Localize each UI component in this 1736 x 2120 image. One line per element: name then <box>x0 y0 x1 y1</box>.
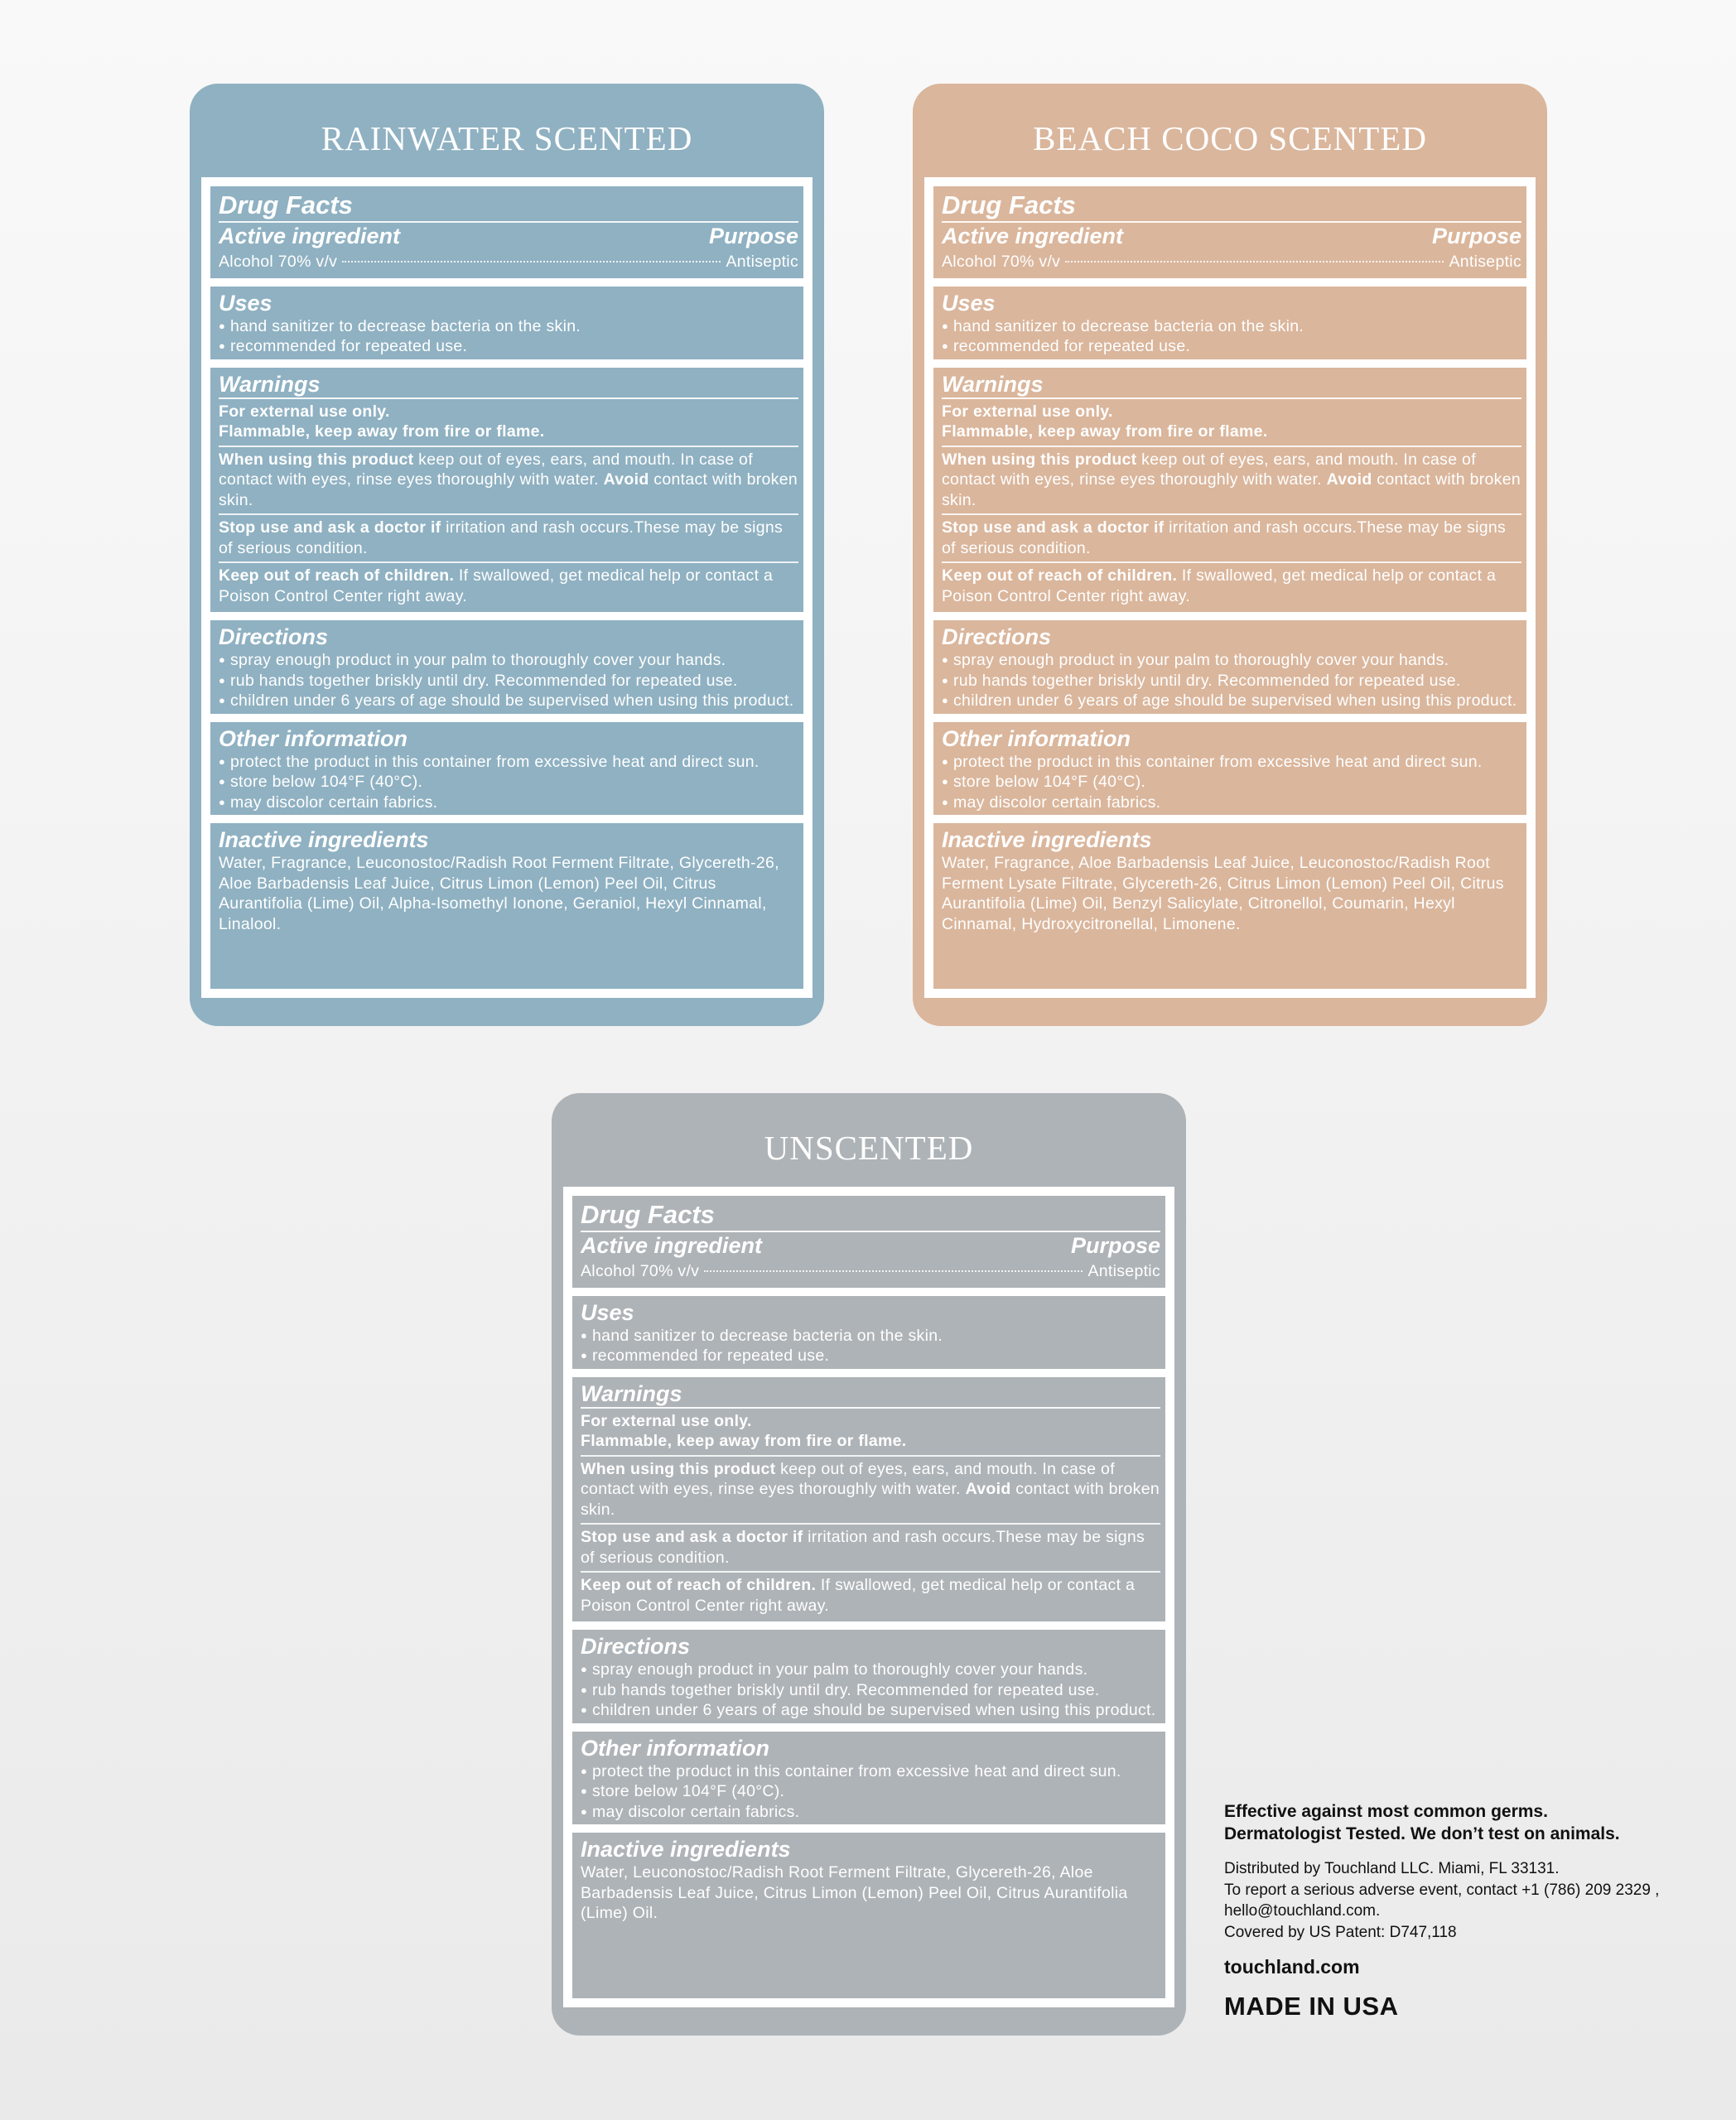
bullet-icon: ● <box>219 694 226 706</box>
list-item-text: spray enough product in your palm to thoroughly cover your hands. <box>592 1660 1088 1679</box>
warning-children-text: If swallowed, get medical help or contact a Poison Control Center right away. <box>581 1576 1136 1615</box>
made-in-usa: MADE IN USA <box>1224 1992 1399 2021</box>
active-ingredient-header <box>581 1232 1160 1259</box>
warning-children-text: If swallowed, get medical help or contact a Poison Control Center right away. <box>942 566 1497 605</box>
directions-list <box>942 650 1521 711</box>
warning-avoid-lead: Avoid <box>965 1480 1011 1498</box>
list-item-text: may discolor certain fabrics. <box>592 1802 800 1821</box>
warning-children-lead: Keep out of reach of children. <box>581 1576 817 1594</box>
list-item <box>219 336 798 357</box>
list-item <box>942 650 1521 671</box>
uses-list <box>219 316 798 357</box>
bullet-icon: ● <box>219 754 226 768</box>
warning-children <box>942 561 1521 610</box>
warning-external <box>219 399 798 446</box>
list-item-text: store below 104°F (40°C). <box>230 773 423 791</box>
drug-facts-heading: Drug Facts <box>581 1200 715 1229</box>
list-item-text: protect the product in this container from excessive heat and direct sun. <box>953 752 1483 771</box>
bullet-icon: ● <box>942 694 949 706</box>
warning-stop-use-lead: Stop use and ask a doctor if <box>942 518 1165 537</box>
list-item-text: store below 104°F (40°C). <box>953 773 1146 791</box>
distributor-text: Distributed by Touchland LLC. Miami, FL 33131. <box>1224 1860 1560 1877</box>
bullet-icon: ● <box>581 1663 588 1675</box>
warning-stop-use-text: irritation and rash occurs.These may be signs of serious condition. <box>581 1528 1145 1567</box>
list-item <box>219 752 798 773</box>
inactive-ingredients-text: Water, Leuconostoc/Radish Root Ferment Filtrate, Glycereth-26, Aloe Barbadensis Leaf Juice, Citrus Limon (Lemon) Peel Oil, Citrus Aurantifolia (Lime) Oil. <box>581 1863 1128 1922</box>
list-item-text: recommended for repeated use. <box>953 337 1191 355</box>
warning-external <box>942 399 1521 446</box>
inactive-ingredients-text: Water, Fragrance, Aloe Barbadensis Leaf Juice, Leuconostoc/Radish Root Ferment Lysate Filtrate, Glycereth-26, Citrus Limon (Lemon) Peel Oil, Citrus Aurantifolia (Lime) Oil, Benzyl Salicylate, Citronellol, Coumarin, Hexyl Cinnamal, Hydroxycitronellal, Limonene. <box>942 854 1504 933</box>
bullet-icon: ● <box>942 795 949 808</box>
inactive-ingredients-text: Water, Fragrance, Leuconostoc/Radish Root Ferment Filtrate, Glycereth-26, Aloe Barbadensis Leaf Juice, Citrus Limon (Lemon) Peel Oil, Citrus Aurantifolia (Lime) Oil, Alpha-Isomethyl Ionone, Geraniol, Hexyl Cinnamal, Linalool. <box>219 854 779 933</box>
bullet-icon: ● <box>942 319 949 332</box>
warning-flammable-text: Flammable, keep away from fire or flame. <box>581 1432 907 1450</box>
uses-section <box>210 287 803 359</box>
warnings-section <box>210 368 803 613</box>
uses-heading: Uses <box>942 290 996 316</box>
list-item <box>581 1660 1160 1680</box>
dot-leader <box>342 261 721 263</box>
directions-section <box>210 620 803 714</box>
bullet-icon: ● <box>219 673 226 687</box>
list-item <box>942 671 1521 691</box>
other-information-list <box>219 752 798 813</box>
active-ingredient-row <box>581 1259 1160 1285</box>
warning-flammable-text: Flammable, keep away from fire or flame. <box>942 422 1268 441</box>
list-item <box>581 1326 1160 1347</box>
purpose-value: Antiseptic <box>726 253 798 271</box>
other-information-section <box>210 722 803 816</box>
bullet-icon: ● <box>219 340 226 352</box>
bullet-icon: ● <box>581 1804 588 1818</box>
warning-stop-use-text: irritation and rash occurs.These may be signs of serious condition. <box>942 518 1507 557</box>
warning-when-using-lead: When using this product <box>942 450 1137 469</box>
warnings-section <box>572 1377 1165 1622</box>
list-item-text: hand sanitizer to decrease bacteria on the skin. <box>953 316 1304 335</box>
drug-facts-section <box>210 186 803 278</box>
warnings-heading: Warnings <box>581 1380 682 1406</box>
inactive-ingredients-section <box>572 1833 1165 1998</box>
list-item-text: spray enough product in your palm to thoroughly cover your hands. <box>953 651 1449 669</box>
drug-facts-heading: Drug Facts <box>942 190 1076 219</box>
warnings-section <box>933 368 1526 613</box>
warning-external-text: For external use only. <box>219 402 390 421</box>
claim-germs: Effective against most common germs. <box>1224 1802 1548 1821</box>
warnings-heading: Warnings <box>942 371 1044 397</box>
purpose-heading: Purpose <box>1070 1233 1160 1258</box>
bullet-icon: ● <box>219 653 226 666</box>
list-item-text: rub hands together briskly until dry. Recommended for repeated use. <box>230 671 738 690</box>
list-item <box>942 316 1521 337</box>
active-ingredient-row <box>942 249 1521 276</box>
warning-children-text: If swallowed, get medical help or contact a Poison Control Center right away. <box>219 566 774 605</box>
inactive-ingredients-section <box>210 823 803 989</box>
list-item <box>219 691 798 711</box>
directions-section <box>572 1630 1165 1723</box>
label-card-beach-coco <box>913 84 1547 1026</box>
drug-facts-panel <box>563 1187 1174 2007</box>
other-information-section <box>572 1732 1165 1825</box>
warning-when-using <box>219 446 798 514</box>
bullet-icon: ● <box>581 1328 588 1342</box>
uses-list <box>942 316 1521 357</box>
active-ingredient-value: Alcohol 70% v/v <box>942 253 1061 271</box>
list-item <box>219 793 798 813</box>
active-ingredient-heading: Active ingredient <box>219 224 401 248</box>
label-title: RAINWATER SCENTED <box>321 119 693 157</box>
list-item <box>581 1761 1160 1782</box>
list-item <box>219 671 798 691</box>
inactive-ingredients-heading: Inactive ingredients <box>219 827 429 852</box>
bullet-icon: ● <box>581 1764 588 1777</box>
uses-heading: Uses <box>219 290 272 316</box>
inactive-ingredients-heading: Inactive ingredients <box>942 827 1152 852</box>
contact-email: hello@touchland.com. <box>1224 1902 1381 1920</box>
warning-children-lead: Keep out of reach of children. <box>219 566 455 585</box>
warning-children <box>581 1571 1160 1619</box>
warning-stop-use-lead: Stop use and ask a doctor if <box>219 518 441 537</box>
bullet-icon: ● <box>942 653 949 666</box>
uses-heading: Uses <box>581 1299 634 1325</box>
list-item-text: hand sanitizer to decrease bacteria on the skin. <box>230 316 581 335</box>
drug-facts-section <box>933 186 1526 278</box>
list-item <box>219 650 798 671</box>
warning-when-using-text: keep out of eyes, ears, and mouth. In case of contact with eyes, rinse eyes thoroughly with water. <box>942 450 1476 489</box>
purpose-heading: Purpose <box>708 224 798 248</box>
list-item <box>942 752 1521 773</box>
dot-leader <box>704 1270 1083 1272</box>
list-item <box>581 1346 1160 1366</box>
warning-external-text: For external use only. <box>581 1411 752 1430</box>
bullet-icon: ● <box>942 673 949 687</box>
other-information-section <box>933 722 1526 816</box>
bullet-icon: ● <box>581 1785 588 1797</box>
label-card-rainwater <box>190 84 824 1026</box>
list-item-text: children under 6 years of age should be supervised when using this product. <box>230 691 794 710</box>
active-ingredient-heading: Active ingredient <box>942 224 1124 248</box>
inactive-ingredients-section <box>933 823 1526 989</box>
active-ingredient-header <box>219 223 798 249</box>
warning-stop-use-text: irritation and rash occurs.These may be signs of serious condition. <box>219 518 784 557</box>
bullet-icon: ● <box>942 340 949 352</box>
warning-when-using-lead: When using this product <box>219 450 414 469</box>
uses-section <box>933 287 1526 359</box>
purpose-value: Antiseptic <box>1449 253 1521 271</box>
drug-facts-panel <box>924 177 1536 998</box>
warning-avoid-text: contact with broken skin. <box>581 1480 1160 1519</box>
list-item-text: store below 104°F (40°C). <box>592 1782 785 1800</box>
label-title: UNSCENTED <box>764 1129 974 1167</box>
warning-avoid-lead: Avoid <box>1326 470 1372 489</box>
website-text: touchland.com <box>1224 1956 1360 1978</box>
drug-facts-panel <box>201 177 813 998</box>
list-item-text: spray enough product in your palm to thoroughly cover your hands. <box>230 651 726 669</box>
warning-stop-use <box>219 513 798 561</box>
active-ingredient-value: Alcohol 70% v/v <box>581 1262 700 1280</box>
active-ingredient-row <box>219 249 798 276</box>
bullet-icon: ● <box>581 1349 588 1361</box>
inactive-ingredients-heading: Inactive ingredients <box>581 1837 791 1862</box>
directions-section <box>933 620 1526 714</box>
bullet-icon: ● <box>219 775 226 788</box>
list-item-text: may discolor certain fabrics. <box>230 793 438 812</box>
list-item <box>219 316 798 337</box>
warning-when-using-text: keep out of eyes, ears, and mouth. In case of contact with eyes, rinse eyes thoroughly with water. <box>581 1459 1115 1498</box>
warnings-heading: Warnings <box>219 371 321 397</box>
other-information-list <box>581 1761 1160 1823</box>
list-item <box>942 336 1521 357</box>
warning-external <box>581 1409 1160 1455</box>
bullet-icon: ● <box>219 795 226 808</box>
active-ingredient-value: Alcohol 70% v/v <box>219 253 338 271</box>
purpose-value: Antiseptic <box>1087 1262 1160 1280</box>
bullet-icon: ● <box>219 319 226 332</box>
bullet-icon: ● <box>581 1703 588 1716</box>
warning-when-using <box>581 1455 1160 1524</box>
warning-stop-use <box>942 513 1521 561</box>
directions-list <box>219 650 798 711</box>
dot-leader <box>1065 261 1444 263</box>
drug-facts-heading: Drug Facts <box>219 190 353 219</box>
warning-external-text: For external use only. <box>942 402 1113 421</box>
label-title: BEACH COCO SCENTED <box>1033 119 1427 157</box>
patent-text: Covered by US Patent: D747,118 <box>1224 1923 1457 1941</box>
warning-when-using-text: keep out of eyes, ears, and mouth. In case of contact with eyes, rinse eyes thoroughly with water. <box>219 450 753 489</box>
list-item-text: recommended for repeated use. <box>592 1347 830 1365</box>
list-item-text: protect the product in this container from excessive heat and direct sun. <box>592 1761 1121 1780</box>
list-item <box>581 1700 1160 1721</box>
list-item <box>942 772 1521 793</box>
list-item-text: may discolor certain fabrics. <box>953 793 1161 812</box>
list-item-text: protect the product in this container from excessive heat and direct sun. <box>230 752 760 771</box>
adverse-event-text: To report a serious adverse event, contact +1 (786) 209 2329 , <box>1224 1881 1660 1899</box>
bullet-icon: ● <box>942 775 949 788</box>
uses-section <box>572 1296 1165 1369</box>
warning-when-using <box>942 446 1521 514</box>
warning-flammable-text: Flammable, keep away from fire or flame. <box>219 422 545 441</box>
list-item-text: recommended for repeated use. <box>230 337 468 355</box>
list-item <box>942 691 1521 711</box>
directions-list <box>581 1660 1160 1721</box>
label-card-unscented <box>552 1093 1186 2036</box>
warning-stop-use-lead: Stop use and ask a doctor if <box>581 1528 803 1546</box>
list-item-text: rub hands together briskly until dry. Recommended for repeated use. <box>953 671 1461 690</box>
other-information-list <box>942 752 1521 813</box>
other-information-heading: Other information <box>942 725 1131 751</box>
warning-avoid-lead: Avoid <box>603 470 649 489</box>
warning-avoid-text: contact with broken skin. <box>942 470 1521 509</box>
warning-stop-use <box>581 1523 1160 1571</box>
uses-list <box>581 1326 1160 1366</box>
list-item-text: rub hands together briskly until dry. Recommended for repeated use. <box>592 1680 1100 1699</box>
directions-heading: Directions <box>219 624 329 649</box>
list-item <box>942 793 1521 813</box>
list-item <box>581 1802 1160 1823</box>
directions-heading: Directions <box>581 1634 691 1659</box>
other-information-heading: Other information <box>219 725 407 751</box>
company-info <box>1224 1800 1659 2021</box>
list-item-text: hand sanitizer to decrease bacteria on the skin. <box>592 1326 943 1345</box>
list-item-text: children under 6 years of age should be supervised when using this product. <box>592 1701 1156 1719</box>
list-item <box>581 1680 1160 1701</box>
list-item-text: children under 6 years of age should be supervised when using this product. <box>953 691 1517 710</box>
drug-facts-section <box>572 1196 1165 1288</box>
active-ingredient-heading: Active ingredient <box>581 1233 763 1258</box>
warning-avoid-text: contact with broken skin. <box>219 470 798 509</box>
claim-dermatologist: Dermatologist Tested. We don’t test on animals. <box>1224 1824 1620 1843</box>
bullet-icon: ● <box>581 1683 588 1696</box>
bullet-icon: ● <box>942 754 949 768</box>
other-information-heading: Other information <box>581 1735 769 1761</box>
warning-when-using-lead: When using this product <box>581 1459 776 1478</box>
purpose-heading: Purpose <box>1431 224 1521 248</box>
warning-children-lead: Keep out of reach of children. <box>942 566 1178 585</box>
list-item <box>581 1781 1160 1802</box>
active-ingredient-header <box>942 223 1521 249</box>
warning-children <box>219 561 798 610</box>
list-item <box>219 772 798 793</box>
directions-heading: Directions <box>942 624 1052 649</box>
